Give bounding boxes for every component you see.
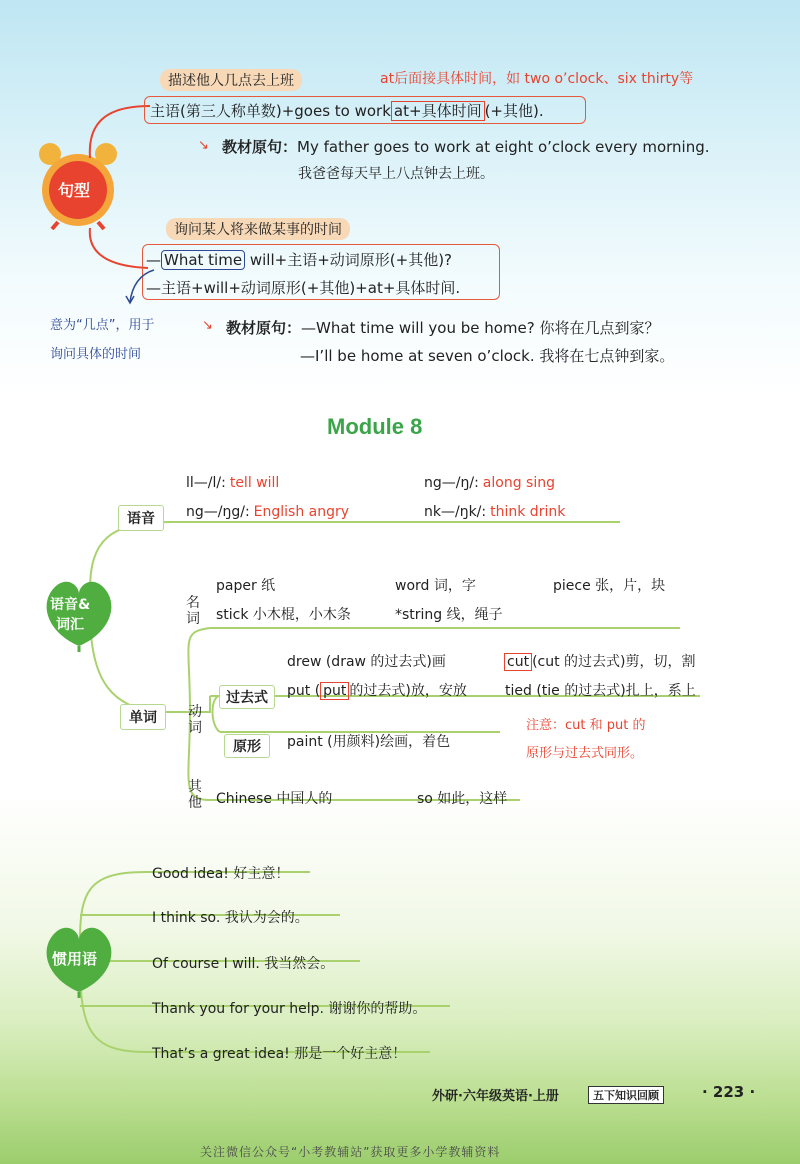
footer-section: 五下知识回顾 xyxy=(588,1086,664,1104)
formula-1-b: at+具体时间 xyxy=(391,101,485,121)
other-word-0: Chinese 中国人的 xyxy=(216,791,333,807)
phonics-label: 语音 xyxy=(118,505,164,531)
example-1-cn: 我爸爸每天早上八点钟去上班。 xyxy=(298,166,494,182)
noun-word-1: word 词，字 xyxy=(395,578,476,594)
formula-2-line1 xyxy=(146,249,452,270)
base-word-0: paint (用颜料)绘画，着色 xyxy=(287,734,451,750)
words-label: 单词 xyxy=(120,704,166,730)
base-form-label: 原形 xyxy=(224,734,270,758)
example-1 xyxy=(222,136,710,157)
example-1-en: My father goes to work at eight o’clock every morning. xyxy=(297,138,710,156)
blue-arrow-icon xyxy=(120,268,160,308)
put-gloss: 的过去式)放，安放 xyxy=(349,683,467,699)
past-word-1 xyxy=(504,651,696,671)
example-2-line2: —I’ll be home at seven o’clock. 我将在七点钟到家。 xyxy=(300,347,675,365)
phrase-3: Thank you for your help. 谢谢你的帮助。 xyxy=(152,1001,427,1017)
formula-1-a: 主语(第三人称单数)+goes to work xyxy=(150,102,391,120)
example-2-line1-wrap xyxy=(226,317,660,338)
noun-word-2: piece 张，片，块 xyxy=(553,578,666,594)
phonics-words-0: tell will xyxy=(229,475,280,491)
formula-2-line1-rest: will+主语+动词原形(+其他)? xyxy=(249,251,453,269)
phonics-rule-2: ng—/ŋg/: xyxy=(186,504,250,520)
other-word-1: so 如此，这样 xyxy=(417,791,508,807)
formula-2-line2: —主语+will+动词原形(+其他)+at+具体时间. xyxy=(146,279,461,297)
phrase-4: That’s a great idea! 那是一个好主意！ xyxy=(152,1046,407,1062)
formula-1 xyxy=(150,100,544,121)
noun-word-3: stick 小木棍，小木条 xyxy=(216,607,351,623)
sentence-pattern-badge-label: 句型 xyxy=(58,181,91,200)
past-word-2 xyxy=(287,680,467,700)
noun-word-4: *string 线，绳子 xyxy=(395,607,503,623)
note-cut-put-line1: 注意：cut 和 put 的 xyxy=(526,718,646,733)
phrases-badge-label: 惯用语 xyxy=(52,950,98,968)
note-cut-put-line2: 原形与过去式同形。 xyxy=(526,746,644,761)
put-highlight: put xyxy=(320,682,349,700)
past-word-0: drew (draw 的过去式)画 xyxy=(287,654,446,670)
phonics-item-2 xyxy=(186,504,349,520)
module-title: Module 8 xyxy=(327,414,423,439)
arrow-2-icon: ↘ xyxy=(202,318,213,333)
phonics-words-2: English angry xyxy=(253,504,350,520)
note-1: at后面接具体时间，如 two o’clock、six thirty等 xyxy=(380,71,694,87)
source-label-2: 教材原句： xyxy=(226,319,302,337)
phonics-words-3: think drink xyxy=(490,504,566,520)
past-word-3: tied (tie 的过去式)扎上，系上 xyxy=(505,683,696,699)
example-2-line1: —What time will you be home? 你将在几点到家？ xyxy=(301,319,660,337)
topic-1-label: 描述他人几点去上班 xyxy=(160,69,302,91)
what-time-highlight: What time xyxy=(161,250,245,270)
phonics-item-0 xyxy=(186,475,279,491)
formula-2-dash: — xyxy=(146,251,161,269)
formula-1-c: (+其他). xyxy=(484,102,544,120)
other-label: 其他 xyxy=(188,779,202,811)
phonics-rule-1: ng—/ŋ/: xyxy=(424,475,479,491)
cut-gloss: (cut 的过去式)剪，切，割 xyxy=(532,654,696,670)
verb-label: 动词 xyxy=(188,704,202,736)
noun-label: 名词 xyxy=(186,595,200,627)
phrase-1: I think so. 我认为会的。 xyxy=(152,910,309,926)
topic-2-label: 询问某人将来做某事的时间 xyxy=(166,218,350,240)
note-2-line1: 意为“几点”，用于 xyxy=(50,318,155,333)
source-label-1: 教材原句： xyxy=(222,138,298,156)
put-word: put ( xyxy=(287,683,321,699)
noun-word-0: paper 纸 xyxy=(216,578,276,594)
footer-book: 外研·六年级英语·上册 xyxy=(432,1089,559,1104)
phrase-2: Of course I will. 我当然会。 xyxy=(152,956,335,972)
arrow-1-icon: ↘ xyxy=(198,138,209,153)
vocab-badge-line2: 词汇 xyxy=(56,617,84,633)
phonics-rule-3: nk—/ŋk/: xyxy=(424,504,487,520)
cut-highlight: cut xyxy=(504,653,532,671)
note-2-line2: 询问具体的时间 xyxy=(50,347,142,362)
page-number: · 223 · xyxy=(702,1083,756,1101)
watermark: 关注微信公众号“小考教辅站”获取更多小学教辅资料 xyxy=(200,1145,501,1159)
past-tense-label: 过去式 xyxy=(219,685,275,709)
phrase-0: Good idea! 好主意！ xyxy=(152,866,290,882)
phonics-item-1 xyxy=(424,475,555,491)
phonics-words-1: along sing xyxy=(482,475,555,491)
vocab-badge-line1: 语音& xyxy=(50,597,91,613)
phonics-item-3 xyxy=(424,504,565,520)
phonics-rule-0: ll—/l/: xyxy=(186,475,226,491)
